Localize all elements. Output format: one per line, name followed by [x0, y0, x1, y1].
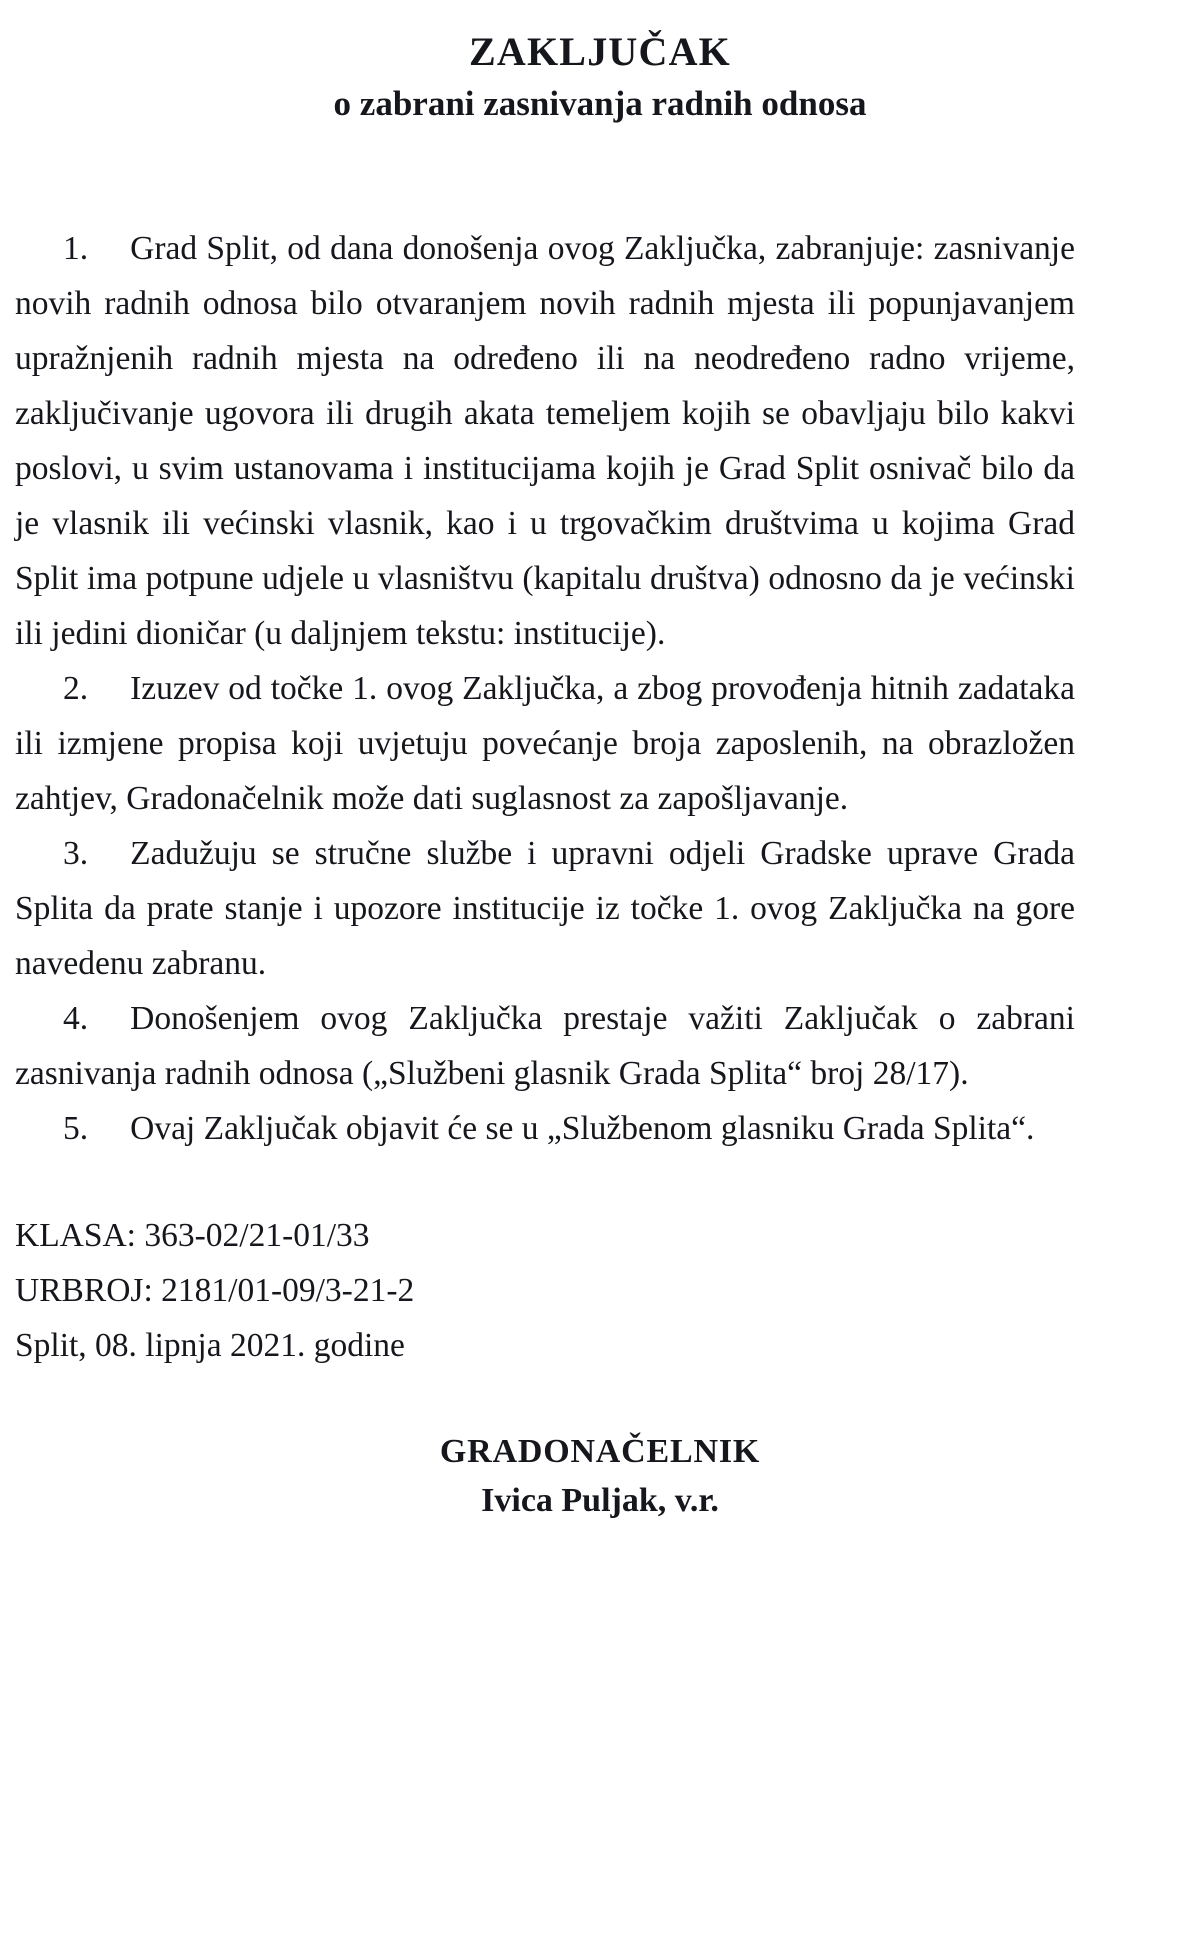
clause-item	[15, 1101, 1075, 1156]
title-block	[0, 0, 1200, 125]
clause-text: Zadužuju se stručne službe i upravni odjeli Gradske uprave Grada Splita da prate stanje i upozore institucije iz točke 1. ovog Zaključka na gore navedenu zabranu.	[15, 835, 1075, 983]
clause-text: Ovaj Zaključak objavit će se u „Službenom glasniku Grada Splita“.	[130, 1110, 1035, 1148]
urbroj-line: URBROJ: 2181/01-09/3-21-2	[15, 1272, 415, 1310]
clause-number: 5.	[63, 1110, 89, 1148]
signatory-name: Ivica Puljak, v.r.	[481, 1481, 719, 1519]
clause-number: 4.	[63, 1000, 89, 1038]
signatory-office: GRADONAČELNIK	[439, 1433, 761, 1471]
klasa-line: KLASA: 363-02/21-01/33	[15, 1217, 370, 1255]
clause-number: 1.	[63, 230, 89, 268]
clause-item	[15, 991, 1075, 1101]
clause-text: Grad Split, od dana donošenja ovog Zaključka, zabranjuje: zasnivanje novih radnih odnosa bilo otvaranjem novih radnih mjesta ili popunjavanjem upražnjenih radnih mjesta na određeno ili na neodređeno radno vrijeme, zaključivanje ugovora ili drugih akata temeljem kojih se obavljaju bilo kakvi poslovi, u svim ustanovama i institucijama kojih je Grad Split osnivač bilo da je vlasnik ili većinski vlasnik, kao i u trgovačkim društvima u kojima Grad Split ima potpune udjele u vlasništvu (kapitalu društva) odnosno da je većinski ili jedini dioničar (u daljnjem tekstu: institucije).	[15, 230, 1075, 653]
document-body	[0, 221, 1200, 1156]
reference-block	[0, 1208, 1200, 1373]
clause-text: Izuzev od točke 1. ovog Zaključka, a zbog provođenja hitnih zadataka ili izmjene propisa koji uvjetuju povećanje broja zaposlenih, na obrazložen zahtjev, Gradonačelnik može dati suglasnost za zapošljavanje.	[15, 670, 1075, 818]
clause-item	[15, 221, 1075, 661]
clause-text: Donošenjem ovog Zaključka prestaje važiti Zaključak o zabrani zasnivanja radnih odnosa („Službeni glasnik Grada Splita“ broj 28/17).	[15, 1000, 1075, 1093]
signature-block	[0, 1431, 1200, 1522]
clause-item	[15, 826, 1075, 991]
clause-number: 2.	[63, 670, 89, 708]
clause-number: 3.	[63, 835, 89, 873]
clause-item	[15, 661, 1075, 826]
document-title: ZAKLJUČAK	[469, 29, 731, 74]
place-date-line: Split, 08. lipnja 2021. godine	[15, 1327, 405, 1365]
document-subtitle: o zabrani zasnivanja radnih odnosa	[333, 84, 867, 124]
